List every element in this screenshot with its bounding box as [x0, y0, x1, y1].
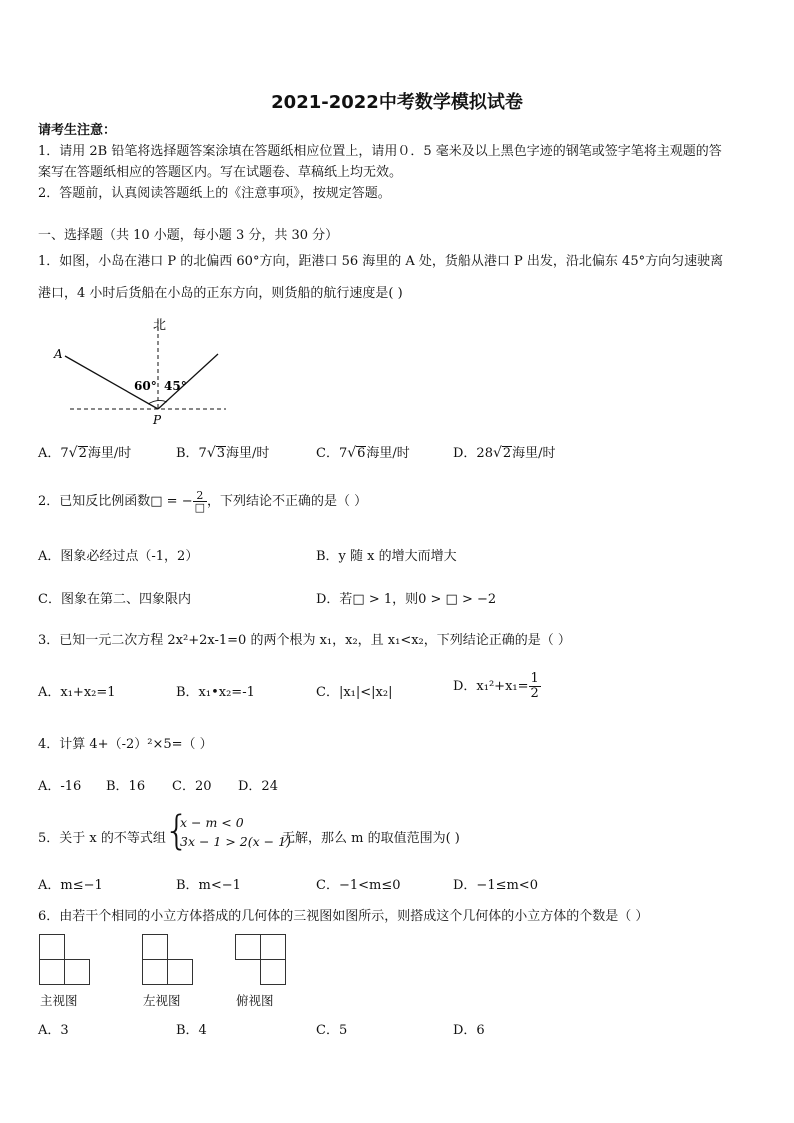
notice-heading: 请考生注意： [38, 123, 117, 138]
q2-stem: 2．已知反比例函数□ = − $\frac{2}{□}$ ，下列结论不正确的是（ ） [38, 489, 368, 514]
q5-stem-b: 无解，那么 m 的取值范围为( ) [282, 831, 460, 846]
q1-option-c: C．7√6海里/时 [316, 445, 410, 461]
point-a-label: A [54, 347, 63, 361]
q2-option-a: A．图象必经过点（-1，2） [38, 549, 199, 564]
q4-option-a: A．-16 [38, 779, 82, 794]
q1-stem-line-1: 1．如图，小岛在港口 P 的北偏西 60°方向，距港口 56 海里的 A 处，货船从港口 P 出发，沿北偏东 45°方向匀速驶离 [38, 254, 724, 269]
section-heading: 一、选择题（共 10 小题，每小题 3 分，共 30 分） [38, 228, 339, 243]
q5-brace: { [164, 808, 190, 854]
q6-stem: 6．由若干个相同的小立方体搭成的几何体的三视图如图所示，则搭成这个几何体的小立方体的个数是（ ） [38, 909, 649, 924]
q2-option-b: B．y 随 x 的增大而增大 [316, 549, 457, 564]
angle-60-label: 60° [134, 379, 157, 393]
q1-figure [40, 312, 240, 432]
q5-option-d: D．−1≤m<0 [453, 878, 538, 893]
q3-option-a: A．x₁+x₂=1 [38, 685, 116, 700]
q1-stem-line-2: 港口，4 小时后货船在小岛的正东方向，则货船的航行速度是( ) [38, 286, 403, 301]
notice-line-1b: 案写在答题纸相应的答题区内。写在试题卷、草稿纸上均无效。 [38, 165, 403, 180]
q5-stem-a: 5．关于 x 的不等式组 [38, 831, 166, 846]
q1-option-d: D．28√2海里/时 [453, 445, 556, 461]
q2-fraction: $\frac{2}{□}$ [194, 489, 206, 514]
q1-option-a: A．7√2海里/时 [38, 445, 132, 461]
q3-option-c: C．|x₁|<|x₂| [316, 685, 393, 700]
q5-option-c: C．−1<m≤0 [316, 878, 401, 893]
q3-option-d: D．x₁²+x₁= $\frac{1}{2}$ [453, 671, 539, 701]
q4-option-b: B．16 [106, 779, 146, 794]
q4-option-d: D．24 [238, 779, 278, 794]
q3-option-b: B．x₁•x₂=-1 [176, 685, 255, 700]
top-view-label: 俯视图 [236, 993, 274, 1008]
q3-stem: 3．已知一元二次方程 2x²+2x-1=0 的两个根为 x₁，x₂，且 x₁<x₂，下列结论正确的是（ ） [38, 633, 571, 648]
q6-option-b: B．4 [176, 1023, 207, 1038]
point-p-label: P [153, 413, 162, 427]
angle-45-label: 45° [164, 379, 187, 393]
q4-option-c: C．20 [172, 779, 212, 794]
main-view-label: 主视图 [40, 993, 78, 1008]
notice-line-2: 2．答题前，认真阅读答题纸上的《注意事项》，按规定答题。 [38, 186, 391, 201]
q6-option-c: C．5 [316, 1023, 348, 1038]
q2-option-c: C．图象在第二、四象限内 [38, 592, 191, 607]
q6-option-d: D．6 [453, 1023, 485, 1038]
page-title: 2021-2022中考数学模拟试卷 [271, 92, 523, 113]
q5-option-a: A．m≤−1 [38, 878, 103, 893]
notice-line-1a: 1．请用 2B 铅笔将选择题答案涂填在答题纸相应位置上，请用０．5 毫米及以上黑色字迹的钢笔或签字笔将主观题的答 [38, 144, 722, 159]
q2-option-d: D．若□ > 1，则0 > □ > −2 [316, 592, 497, 607]
q5-option-b: B．m<−1 [176, 878, 241, 893]
north-label: 北 [153, 318, 167, 333]
q6-option-a: A．3 [38, 1023, 69, 1038]
q1-option-b: B．7√3海里/时 [176, 445, 270, 461]
left-view-label: 左视图 [143, 993, 181, 1008]
q4-stem: 4．计算 4+（-2）²×5=（ ） [38, 737, 213, 752]
q5-system: x − m < 0 3x − 1 > 2(x − 1) [180, 815, 291, 849]
